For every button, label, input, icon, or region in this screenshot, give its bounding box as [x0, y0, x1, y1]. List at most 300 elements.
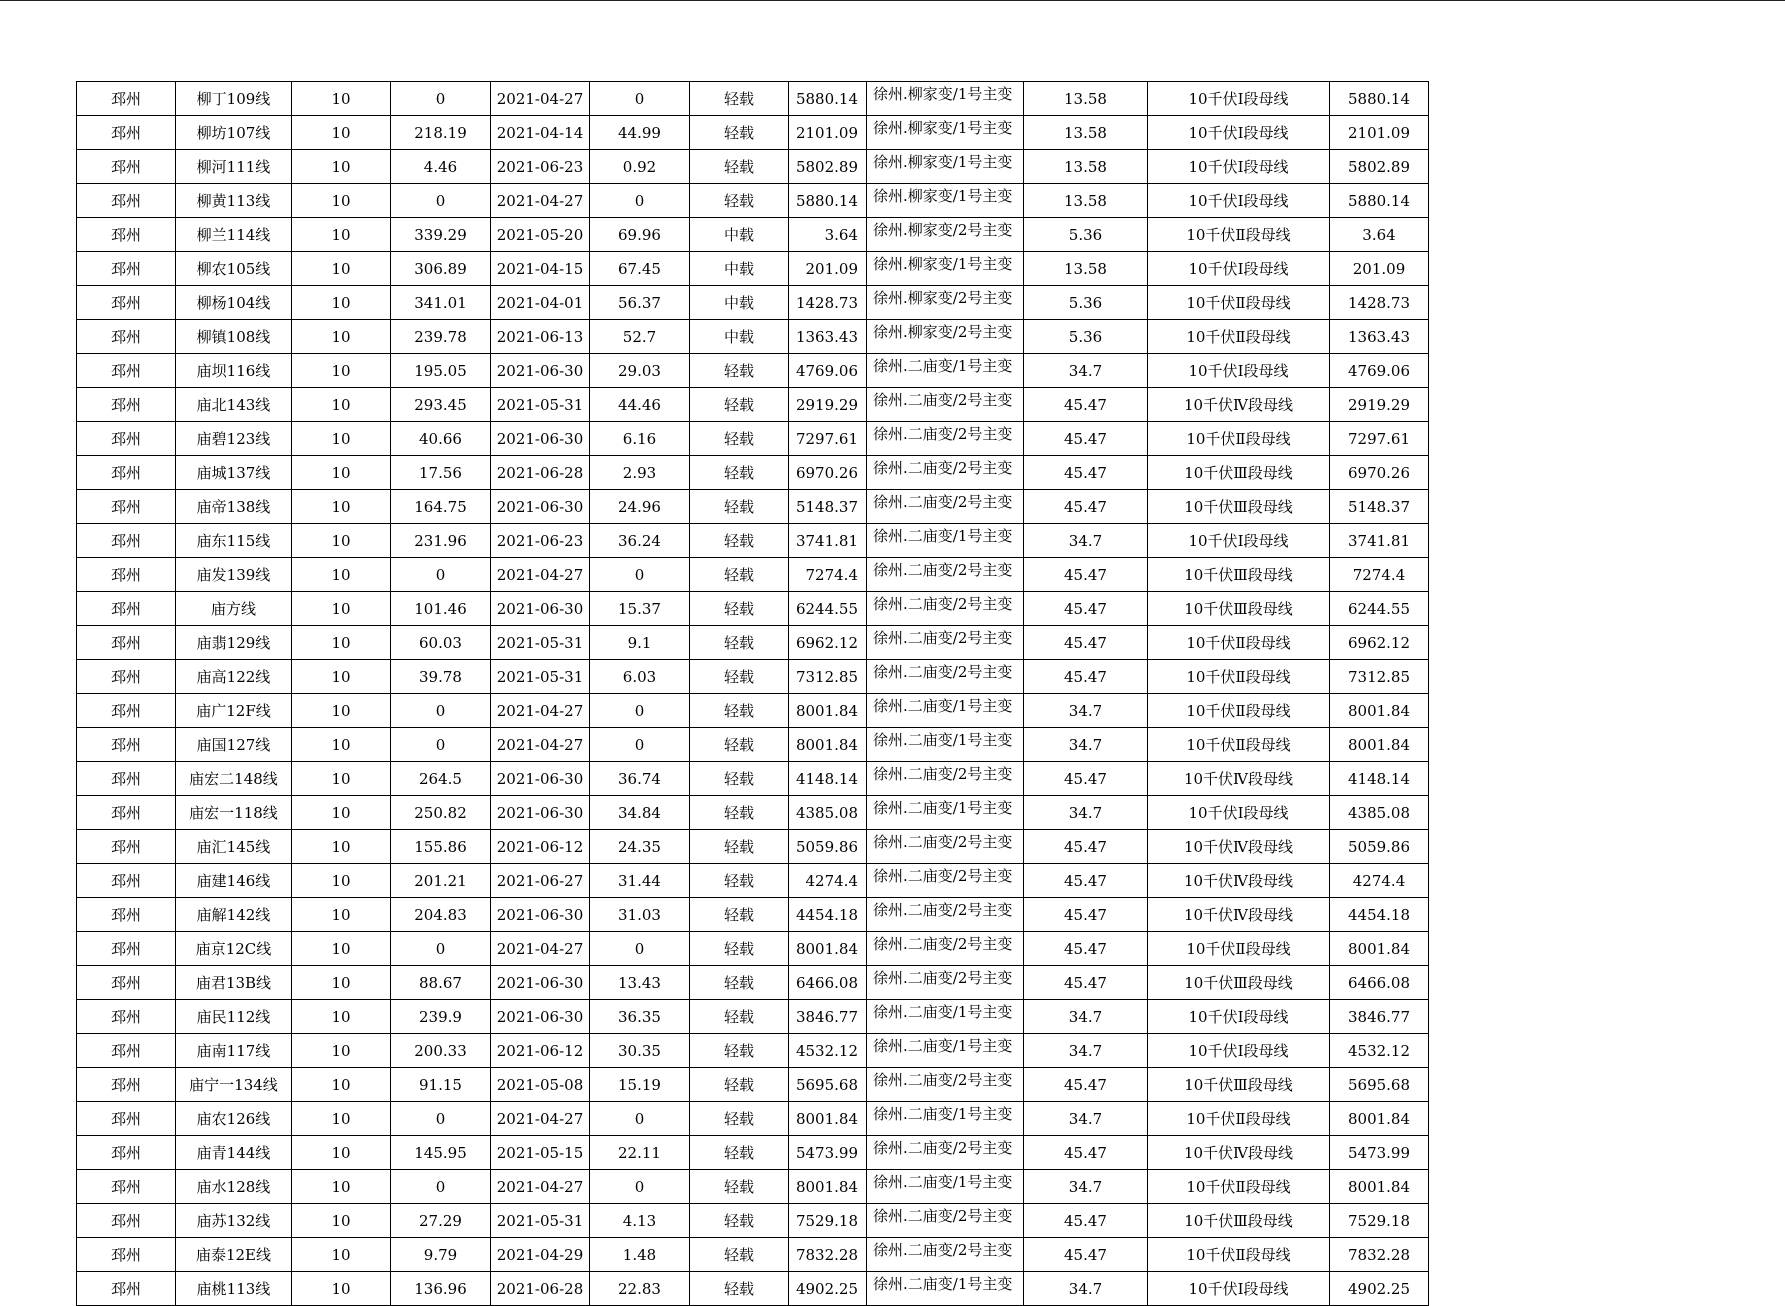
capacity-cell[interactable]: 2101.09 — [789, 116, 867, 150]
voltage-cell[interactable]: 10 — [292, 184, 391, 218]
transformer-load-rate-cell[interactable]: 45.47 — [1024, 1238, 1148, 1272]
available-capacity-cell[interactable]: 8001.84 — [1330, 1170, 1429, 1204]
feeder-name-cell[interactable]: 柳河111线 — [176, 150, 292, 184]
capacity-cell[interactable]: 8001.84 — [789, 728, 867, 762]
date-cell[interactable]: 2021-04-01 — [491, 286, 590, 320]
transformer-load-rate-cell[interactable]: 45.47 — [1024, 932, 1148, 966]
date-cell[interactable]: 2021-04-27 — [491, 694, 590, 728]
substation-transformer-cell[interactable] — [867, 830, 1024, 864]
transformer-load-rate-cell[interactable]: 45.47 — [1024, 762, 1148, 796]
capacity-cell[interactable]: 6962.12 — [789, 626, 867, 660]
county-cell[interactable]: 邳州 — [77, 830, 176, 864]
feeder-name-cell[interactable]: 庙宏二148线 — [176, 762, 292, 796]
county-cell[interactable]: 邳州 — [77, 898, 176, 932]
capacity-cell[interactable]: 3.64 — [789, 218, 867, 252]
load-cell[interactable]: 91.15 — [391, 1068, 491, 1102]
substation-transformer-cell[interactable] — [867, 82, 1024, 116]
load-rate-cell[interactable]: 67.45 — [590, 252, 690, 286]
date-cell[interactable]: 2021-06-30 — [491, 796, 590, 830]
load-rate-cell[interactable]: 0 — [590, 558, 690, 592]
busbar-cell[interactable]: 10千伏Ⅲ段母线 — [1148, 490, 1330, 524]
capacity-cell[interactable]: 7274.4 — [789, 558, 867, 592]
feeder-name-cell[interactable]: 庙解142线 — [176, 898, 292, 932]
feeder-name-cell[interactable]: 庙城137线 — [176, 456, 292, 490]
busbar-cell[interactable]: 10千伏Ⅲ段母线 — [1148, 1068, 1330, 1102]
date-cell[interactable]: 2021-04-27 — [491, 1170, 590, 1204]
voltage-cell[interactable]: 10 — [292, 150, 391, 184]
available-capacity-cell[interactable]: 5880.14 — [1330, 184, 1429, 218]
county-cell[interactable]: 邳州 — [77, 218, 176, 252]
load-cell[interactable]: 341.01 — [391, 286, 491, 320]
substation-transformer-cell[interactable] — [867, 1136, 1024, 1170]
transformer-load-rate-cell[interactable]: 45.47 — [1024, 1204, 1148, 1238]
load-status-cell[interactable]: 轻载 — [690, 1170, 789, 1204]
capacity-cell[interactable]: 201.09 — [789, 252, 867, 286]
available-capacity-cell[interactable]: 5802.89 — [1330, 150, 1429, 184]
voltage-cell[interactable]: 10 — [292, 1136, 391, 1170]
voltage-cell[interactable]: 10 — [292, 490, 391, 524]
available-capacity-cell[interactable]: 1363.43 — [1330, 320, 1429, 354]
substation-transformer-cell[interactable] — [867, 1102, 1024, 1136]
voltage-cell[interactable]: 10 — [292, 864, 391, 898]
voltage-cell[interactable]: 10 — [292, 286, 391, 320]
voltage-cell[interactable]: 10 — [292, 320, 391, 354]
load-status-cell[interactable]: 轻载 — [690, 1034, 789, 1068]
substation-transformer-cell[interactable] — [867, 660, 1024, 694]
capacity-cell[interactable]: 5695.68 — [789, 1068, 867, 1102]
substation-transformer-cell[interactable] — [867, 626, 1024, 660]
busbar-cell[interactable]: 10千伏Ⅱ段母线 — [1148, 694, 1330, 728]
busbar-cell[interactable]: 10千伏Ⅲ段母线 — [1148, 558, 1330, 592]
load-rate-cell[interactable]: 36.35 — [590, 1000, 690, 1034]
load-status-cell[interactable]: 中载 — [690, 252, 789, 286]
date-cell[interactable]: 2021-06-23 — [491, 524, 590, 558]
capacity-cell[interactable]: 6970.26 — [789, 456, 867, 490]
load-cell[interactable]: 101.46 — [391, 592, 491, 626]
available-capacity-cell[interactable]: 7312.85 — [1330, 660, 1429, 694]
date-cell[interactable]: 2021-04-15 — [491, 252, 590, 286]
voltage-cell[interactable]: 10 — [292, 388, 391, 422]
busbar-cell[interactable]: 10千伏Ⅲ段母线 — [1148, 966, 1330, 1000]
load-rate-cell[interactable]: 0 — [590, 932, 690, 966]
available-capacity-cell[interactable]: 4532.12 — [1330, 1034, 1429, 1068]
transformer-load-rate-cell[interactable]: 45.47 — [1024, 592, 1148, 626]
load-cell[interactable]: 17.56 — [391, 456, 491, 490]
voltage-cell[interactable]: 10 — [292, 626, 391, 660]
load-status-cell[interactable]: 轻载 — [690, 898, 789, 932]
county-cell[interactable]: 邳州 — [77, 660, 176, 694]
load-rate-cell[interactable]: 15.37 — [590, 592, 690, 626]
substation-transformer-cell[interactable] — [867, 694, 1024, 728]
county-cell[interactable]: 邳州 — [77, 1102, 176, 1136]
date-cell[interactable]: 2021-04-27 — [491, 1102, 590, 1136]
county-cell[interactable]: 邳州 — [77, 456, 176, 490]
load-cell[interactable]: 136.96 — [391, 1272, 491, 1306]
load-status-cell[interactable]: 轻载 — [690, 830, 789, 864]
county-cell[interactable]: 邳州 — [77, 1170, 176, 1204]
load-rate-cell[interactable]: 0 — [590, 1170, 690, 1204]
load-rate-cell[interactable]: 0 — [590, 694, 690, 728]
substation-transformer-cell[interactable] — [867, 388, 1024, 422]
voltage-cell[interactable]: 10 — [292, 1170, 391, 1204]
capacity-cell[interactable]: 4385.08 — [789, 796, 867, 830]
load-status-cell[interactable]: 轻载 — [690, 694, 789, 728]
voltage-cell[interactable]: 10 — [292, 1034, 391, 1068]
load-status-cell[interactable]: 轻载 — [690, 1204, 789, 1238]
voltage-cell[interactable]: 10 — [292, 1000, 391, 1034]
feeder-name-cell[interactable]: 庙桃113线 — [176, 1272, 292, 1306]
available-capacity-cell[interactable]: 4902.25 — [1330, 1272, 1429, 1306]
substation-transformer-cell[interactable] — [867, 320, 1024, 354]
available-capacity-cell[interactable]: 3741.81 — [1330, 524, 1429, 558]
substation-transformer-cell[interactable] — [867, 1238, 1024, 1272]
date-cell[interactable]: 2021-05-31 — [491, 1204, 590, 1238]
load-rate-cell[interactable]: 24.35 — [590, 830, 690, 864]
capacity-cell[interactable]: 7832.28 — [789, 1238, 867, 1272]
load-cell[interactable]: 250.82 — [391, 796, 491, 830]
busbar-cell[interactable]: 10千伏Ⅰ段母线 — [1148, 116, 1330, 150]
available-capacity-cell[interactable]: 7274.4 — [1330, 558, 1429, 592]
load-rate-cell[interactable]: 22.83 — [590, 1272, 690, 1306]
date-cell[interactable]: 2021-06-12 — [491, 830, 590, 864]
busbar-cell[interactable]: 10千伏Ⅰ段母线 — [1148, 354, 1330, 388]
load-rate-cell[interactable]: 29.03 — [590, 354, 690, 388]
load-cell[interactable]: 195.05 — [391, 354, 491, 388]
load-status-cell[interactable]: 轻载 — [690, 490, 789, 524]
county-cell[interactable]: 邳州 — [77, 320, 176, 354]
substation-transformer-cell[interactable] — [867, 592, 1024, 626]
date-cell[interactable]: 2021-06-30 — [491, 422, 590, 456]
county-cell[interactable]: 邳州 — [77, 626, 176, 660]
load-cell[interactable]: 200.33 — [391, 1034, 491, 1068]
feeder-name-cell[interactable]: 柳杨104线 — [176, 286, 292, 320]
transformer-load-rate-cell[interactable]: 34.7 — [1024, 354, 1148, 388]
capacity-cell[interactable]: 1363.43 — [789, 320, 867, 354]
load-status-cell[interactable]: 轻载 — [690, 592, 789, 626]
voltage-cell[interactable]: 10 — [292, 932, 391, 966]
county-cell[interactable]: 邳州 — [77, 728, 176, 762]
transformer-load-rate-cell[interactable]: 34.7 — [1024, 1170, 1148, 1204]
date-cell[interactable]: 2021-06-28 — [491, 1272, 590, 1306]
busbar-cell[interactable]: 10千伏Ⅲ段母线 — [1148, 1204, 1330, 1238]
feeder-name-cell[interactable]: 庙宏一118线 — [176, 796, 292, 830]
busbar-cell[interactable]: 10千伏Ⅰ段母线 — [1148, 252, 1330, 286]
feeder-name-cell[interactable]: 庙高122线 — [176, 660, 292, 694]
county-cell[interactable]: 邳州 — [77, 1068, 176, 1102]
available-capacity-cell[interactable]: 8001.84 — [1330, 1102, 1429, 1136]
load-status-cell[interactable]: 轻载 — [690, 660, 789, 694]
voltage-cell[interactable]: 10 — [292, 592, 391, 626]
date-cell[interactable]: 2021-06-28 — [491, 456, 590, 490]
busbar-cell[interactable]: 10千伏Ⅱ段母线 — [1148, 1170, 1330, 1204]
load-cell[interactable]: 27.29 — [391, 1204, 491, 1238]
voltage-cell[interactable]: 10 — [292, 422, 391, 456]
capacity-cell[interactable]: 4274.4 — [789, 864, 867, 898]
transformer-load-rate-cell[interactable]: 5.36 — [1024, 320, 1148, 354]
load-rate-cell[interactable]: 15.19 — [590, 1068, 690, 1102]
capacity-cell[interactable]: 8001.84 — [789, 694, 867, 728]
load-status-cell[interactable]: 轻载 — [690, 1238, 789, 1272]
capacity-cell[interactable]: 1428.73 — [789, 286, 867, 320]
busbar-cell[interactable]: 10千伏Ⅳ段母线 — [1148, 1136, 1330, 1170]
transformer-load-rate-cell[interactable]: 45.47 — [1024, 388, 1148, 422]
voltage-cell[interactable]: 10 — [292, 1102, 391, 1136]
feeder-name-cell[interactable]: 庙青144线 — [176, 1136, 292, 1170]
load-status-cell[interactable]: 轻载 — [690, 626, 789, 660]
substation-transformer-cell[interactable] — [867, 524, 1024, 558]
transformer-load-rate-cell[interactable]: 45.47 — [1024, 456, 1148, 490]
load-cell[interactable]: 306.89 — [391, 252, 491, 286]
load-status-cell[interactable]: 轻载 — [690, 1102, 789, 1136]
substation-transformer-cell[interactable] — [867, 150, 1024, 184]
date-cell[interactable]: 2021-05-20 — [491, 218, 590, 252]
load-status-cell[interactable]: 轻载 — [690, 728, 789, 762]
substation-transformer-cell[interactable] — [867, 1068, 1024, 1102]
feeder-name-cell[interactable]: 庙方线 — [176, 592, 292, 626]
feeder-name-cell[interactable]: 庙广12F线 — [176, 694, 292, 728]
feeder-name-cell[interactable]: 庙坝116线 — [176, 354, 292, 388]
feeder-name-cell[interactable]: 庙北143线 — [176, 388, 292, 422]
load-cell[interactable]: 239.9 — [391, 1000, 491, 1034]
available-capacity-cell[interactable]: 4385.08 — [1330, 796, 1429, 830]
feeder-name-cell[interactable]: 庙泰12E线 — [176, 1238, 292, 1272]
capacity-cell[interactable]: 3741.81 — [789, 524, 867, 558]
load-status-cell[interactable]: 轻载 — [690, 354, 789, 388]
county-cell[interactable]: 邳州 — [77, 1034, 176, 1068]
available-capacity-cell[interactable]: 2919.29 — [1330, 388, 1429, 422]
substation-transformer-cell[interactable] — [867, 218, 1024, 252]
date-cell[interactable]: 2021-06-12 — [491, 1034, 590, 1068]
voltage-cell[interactable]: 10 — [292, 218, 391, 252]
load-status-cell[interactable]: 轻载 — [690, 150, 789, 184]
available-capacity-cell[interactable]: 4274.4 — [1330, 864, 1429, 898]
substation-transformer-cell[interactable] — [867, 558, 1024, 592]
load-cell[interactable]: 0 — [391, 1102, 491, 1136]
date-cell[interactable]: 2021-05-15 — [491, 1136, 590, 1170]
available-capacity-cell[interactable]: 4454.18 — [1330, 898, 1429, 932]
feeder-name-cell[interactable]: 庙汇145线 — [176, 830, 292, 864]
county-cell[interactable]: 邳州 — [77, 252, 176, 286]
load-cell[interactable]: 339.29 — [391, 218, 491, 252]
date-cell[interactable]: 2021-06-30 — [491, 762, 590, 796]
transformer-load-rate-cell[interactable]: 13.58 — [1024, 150, 1148, 184]
voltage-cell[interactable]: 10 — [292, 116, 391, 150]
load-rate-cell[interactable]: 44.99 — [590, 116, 690, 150]
load-rate-cell[interactable]: 56.37 — [590, 286, 690, 320]
voltage-cell[interactable]: 10 — [292, 82, 391, 116]
date-cell[interactable]: 2021-04-27 — [491, 82, 590, 116]
transformer-load-rate-cell[interactable]: 45.47 — [1024, 1136, 1148, 1170]
capacity-cell[interactable]: 7529.18 — [789, 1204, 867, 1238]
busbar-cell[interactable]: 10千伏Ⅱ段母线 — [1148, 422, 1330, 456]
substation-transformer-cell[interactable] — [867, 864, 1024, 898]
available-capacity-cell[interactable]: 3846.77 — [1330, 1000, 1429, 1034]
substation-transformer-cell[interactable] — [867, 1034, 1024, 1068]
load-status-cell[interactable]: 轻载 — [690, 456, 789, 490]
load-cell[interactable]: 155.86 — [391, 830, 491, 864]
feeder-name-cell[interactable]: 庙碧123线 — [176, 422, 292, 456]
voltage-cell[interactable]: 10 — [292, 966, 391, 1000]
available-capacity-cell[interactable]: 6466.08 — [1330, 966, 1429, 1000]
transformer-load-rate-cell[interactable]: 34.7 — [1024, 694, 1148, 728]
load-status-cell[interactable]: 轻载 — [690, 184, 789, 218]
substation-transformer-cell[interactable] — [867, 966, 1024, 1000]
busbar-cell[interactable]: 10千伏Ⅰ段母线 — [1148, 150, 1330, 184]
load-cell[interactable]: 0 — [391, 184, 491, 218]
available-capacity-cell[interactable]: 5695.68 — [1330, 1068, 1429, 1102]
voltage-cell[interactable]: 10 — [292, 830, 391, 864]
available-capacity-cell[interactable]: 5880.14 — [1330, 82, 1429, 116]
load-status-cell[interactable]: 轻载 — [690, 1272, 789, 1306]
date-cell[interactable]: 2021-06-30 — [491, 354, 590, 388]
substation-transformer-cell[interactable] — [867, 796, 1024, 830]
busbar-cell[interactable]: 10千伏Ⅳ段母线 — [1148, 388, 1330, 422]
capacity-cell[interactable]: 8001.84 — [789, 1102, 867, 1136]
available-capacity-cell[interactable]: 8001.84 — [1330, 694, 1429, 728]
county-cell[interactable]: 邳州 — [77, 490, 176, 524]
load-status-cell[interactable]: 轻载 — [690, 1068, 789, 1102]
voltage-cell[interactable]: 10 — [292, 694, 391, 728]
busbar-cell[interactable]: 10千伏Ⅱ段母线 — [1148, 660, 1330, 694]
voltage-cell[interactable]: 10 — [292, 1272, 391, 1306]
substation-transformer-cell[interactable] — [867, 456, 1024, 490]
load-rate-cell[interactable]: 36.24 — [590, 524, 690, 558]
substation-transformer-cell[interactable] — [867, 490, 1024, 524]
load-rate-cell[interactable]: 6.03 — [590, 660, 690, 694]
capacity-cell[interactable]: 4454.18 — [789, 898, 867, 932]
busbar-cell[interactable]: 10千伏Ⅰ段母线 — [1148, 524, 1330, 558]
date-cell[interactable]: 2021-06-27 — [491, 864, 590, 898]
load-cell[interactable]: 4.46 — [391, 150, 491, 184]
load-cell[interactable]: 239.78 — [391, 320, 491, 354]
available-capacity-cell[interactable]: 8001.84 — [1330, 932, 1429, 966]
load-status-cell[interactable]: 中载 — [690, 320, 789, 354]
busbar-cell[interactable]: 10千伏Ⅱ段母线 — [1148, 932, 1330, 966]
county-cell[interactable]: 邳州 — [77, 762, 176, 796]
transformer-load-rate-cell[interactable]: 34.7 — [1024, 524, 1148, 558]
available-capacity-cell[interactable]: 5473.99 — [1330, 1136, 1429, 1170]
substation-transformer-cell[interactable] — [867, 932, 1024, 966]
voltage-cell[interactable]: 10 — [292, 1068, 391, 1102]
feeder-name-cell[interactable]: 庙苏132线 — [176, 1204, 292, 1238]
available-capacity-cell[interactable]: 4769.06 — [1330, 354, 1429, 388]
available-capacity-cell[interactable]: 7529.18 — [1330, 1204, 1429, 1238]
county-cell[interactable]: 邳州 — [77, 558, 176, 592]
busbar-cell[interactable]: 10千伏Ⅱ段母线 — [1148, 626, 1330, 660]
substation-transformer-cell[interactable] — [867, 1000, 1024, 1034]
substation-transformer-cell[interactable] — [867, 422, 1024, 456]
busbar-cell[interactable]: 10千伏Ⅲ段母线 — [1148, 456, 1330, 490]
transformer-load-rate-cell[interactable]: 45.47 — [1024, 830, 1148, 864]
feeder-name-cell[interactable]: 柳镇108线 — [176, 320, 292, 354]
date-cell[interactable]: 2021-04-29 — [491, 1238, 590, 1272]
transformer-load-rate-cell[interactable]: 34.7 — [1024, 1102, 1148, 1136]
county-cell[interactable]: 邳州 — [77, 116, 176, 150]
load-cell[interactable]: 60.03 — [391, 626, 491, 660]
load-status-cell[interactable]: 轻载 — [690, 966, 789, 1000]
voltage-cell[interactable]: 10 — [292, 728, 391, 762]
capacity-cell[interactable]: 5473.99 — [789, 1136, 867, 1170]
load-status-cell[interactable]: 轻载 — [690, 388, 789, 422]
load-rate-cell[interactable]: 1.48 — [590, 1238, 690, 1272]
capacity-cell[interactable]: 5880.14 — [789, 82, 867, 116]
load-status-cell[interactable]: 轻载 — [690, 762, 789, 796]
transformer-load-rate-cell[interactable]: 45.47 — [1024, 864, 1148, 898]
load-cell[interactable]: 204.83 — [391, 898, 491, 932]
transformer-load-rate-cell[interactable]: 5.36 — [1024, 286, 1148, 320]
transformer-load-rate-cell[interactable]: 45.47 — [1024, 1068, 1148, 1102]
load-rate-cell[interactable]: 34.84 — [590, 796, 690, 830]
feeder-name-cell[interactable]: 柳农105线 — [176, 252, 292, 286]
load-cell[interactable]: 293.45 — [391, 388, 491, 422]
date-cell[interactable]: 2021-06-30 — [491, 490, 590, 524]
feeder-name-cell[interactable]: 庙帝138线 — [176, 490, 292, 524]
county-cell[interactable]: 邳州 — [77, 1136, 176, 1170]
date-cell[interactable]: 2021-04-27 — [491, 932, 590, 966]
busbar-cell[interactable]: 10千伏Ⅰ段母线 — [1148, 1034, 1330, 1068]
available-capacity-cell[interactable]: 5059.86 — [1330, 830, 1429, 864]
feeder-name-cell[interactable]: 庙农126线 — [176, 1102, 292, 1136]
substation-transformer-cell[interactable] — [867, 728, 1024, 762]
voltage-cell[interactable]: 10 — [292, 898, 391, 932]
date-cell[interactable]: 2021-06-30 — [491, 592, 590, 626]
capacity-cell[interactable]: 6244.55 — [789, 592, 867, 626]
load-rate-cell[interactable]: 0.92 — [590, 150, 690, 184]
load-cell[interactable]: 9.79 — [391, 1238, 491, 1272]
available-capacity-cell[interactable]: 4148.14 — [1330, 762, 1429, 796]
voltage-cell[interactable]: 10 — [292, 354, 391, 388]
county-cell[interactable]: 邳州 — [77, 286, 176, 320]
feeder-name-cell[interactable]: 庙南117线 — [176, 1034, 292, 1068]
transformer-load-rate-cell[interactable]: 45.47 — [1024, 660, 1148, 694]
date-cell[interactable]: 2021-05-31 — [491, 660, 590, 694]
feeder-name-cell[interactable]: 庙建146线 — [176, 864, 292, 898]
substation-transformer-cell[interactable] — [867, 116, 1024, 150]
date-cell[interactable]: 2021-06-13 — [491, 320, 590, 354]
transformer-load-rate-cell[interactable]: 13.58 — [1024, 116, 1148, 150]
load-status-cell[interactable]: 轻载 — [690, 1136, 789, 1170]
transformer-load-rate-cell[interactable]: 45.47 — [1024, 422, 1148, 456]
load-rate-cell[interactable]: 9.1 — [590, 626, 690, 660]
load-cell[interactable]: 0 — [391, 932, 491, 966]
load-rate-cell[interactable]: 69.96 — [590, 218, 690, 252]
feeder-name-cell[interactable]: 柳兰114线 — [176, 218, 292, 252]
county-cell[interactable]: 邳州 — [77, 694, 176, 728]
available-capacity-cell[interactable]: 8001.84 — [1330, 728, 1429, 762]
county-cell[interactable]: 邳州 — [77, 524, 176, 558]
capacity-cell[interactable]: 3846.77 — [789, 1000, 867, 1034]
load-cell[interactable]: 0 — [391, 82, 491, 116]
voltage-cell[interactable]: 10 — [292, 252, 391, 286]
available-capacity-cell[interactable]: 6962.12 — [1330, 626, 1429, 660]
load-rate-cell[interactable]: 30.35 — [590, 1034, 690, 1068]
load-status-cell[interactable]: 轻载 — [690, 796, 789, 830]
substation-transformer-cell[interactable] — [867, 1272, 1024, 1306]
capacity-cell[interactable]: 5880.14 — [789, 184, 867, 218]
load-cell[interactable]: 231.96 — [391, 524, 491, 558]
load-status-cell[interactable]: 轻载 — [690, 558, 789, 592]
capacity-cell[interactable]: 4902.25 — [789, 1272, 867, 1306]
county-cell[interactable]: 邳州 — [77, 354, 176, 388]
load-rate-cell[interactable]: 0 — [590, 728, 690, 762]
substation-transformer-cell[interactable] — [867, 762, 1024, 796]
load-status-cell[interactable]: 轻载 — [690, 864, 789, 898]
voltage-cell[interactable]: 10 — [292, 1238, 391, 1272]
load-status-cell[interactable]: 中载 — [690, 218, 789, 252]
substation-transformer-cell[interactable] — [867, 184, 1024, 218]
busbar-cell[interactable]: 10千伏Ⅰ段母线 — [1148, 1272, 1330, 1306]
transformer-load-rate-cell[interactable]: 13.58 — [1024, 184, 1148, 218]
